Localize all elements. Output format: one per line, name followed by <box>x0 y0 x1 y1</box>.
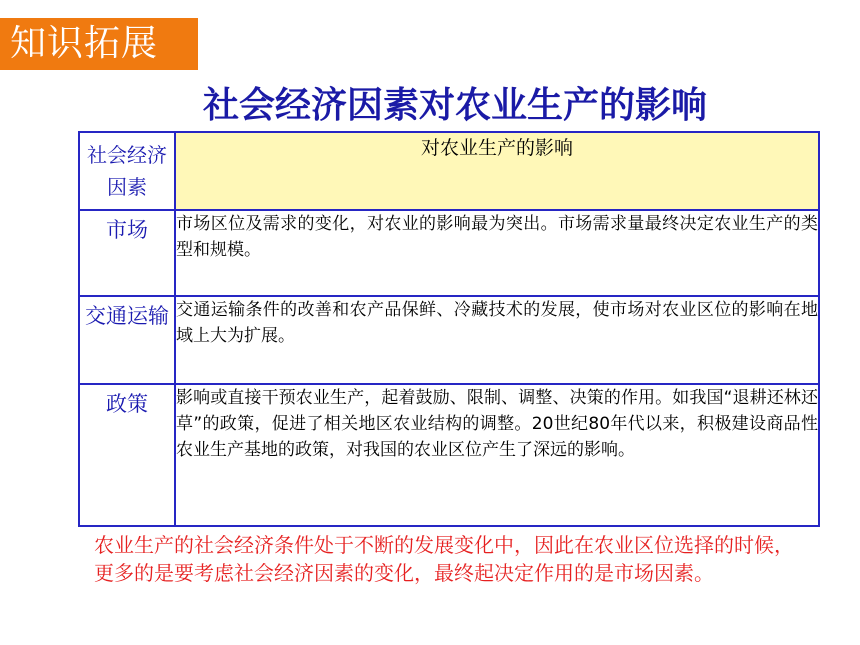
header-factor: 社会经济因素 <box>79 132 175 210</box>
table-row <box>79 210 819 296</box>
conclusion-text: 农业生产的社会经济条件处于不断的发展变化中，因此在农业区位选择的时候，更多的是要考虑社会经济因素的变化，最终起决定作用的是市场因素。 <box>94 533 794 585</box>
factor-cell-transport: 交通运输 <box>79 296 175 384</box>
impact-cell-transport: 交通运输条件的改善和农产品保鲜、冷藏技术的发展，使市场对农业区位的影响在地域上大为扩展。 <box>175 296 819 384</box>
page-title: 社会经济因素对农业生产的影响 <box>202 85 707 126</box>
table-header-row <box>79 132 819 210</box>
impact-cell-policy: 影响或直接干预农业生产，起着鼓励、限制、调整、决策的作用。如我国“退耕还林还草”的政策，促进了相关地区农业结构的调整。20世纪80年代以来，积极建设商品性农业生产基地的政策，对我国的农业区位产生了深远的影响。 <box>175 384 819 526</box>
table-row <box>79 296 819 384</box>
factors-table <box>78 131 820 527</box>
factor-cell-market: 市场 <box>79 210 175 296</box>
header-impact: 对农业生产的影响 <box>175 132 819 210</box>
table-row <box>79 384 819 526</box>
impact-cell-market: 市场区位及需求的变化，对农业的影响最为突出。市场需求量最终决定农业生产的类型和规模。 <box>175 210 819 296</box>
section-tag <box>0 18 198 70</box>
section-tag-label: 知识拓展 <box>10 23 159 64</box>
factor-cell-policy: 政策 <box>79 384 175 526</box>
